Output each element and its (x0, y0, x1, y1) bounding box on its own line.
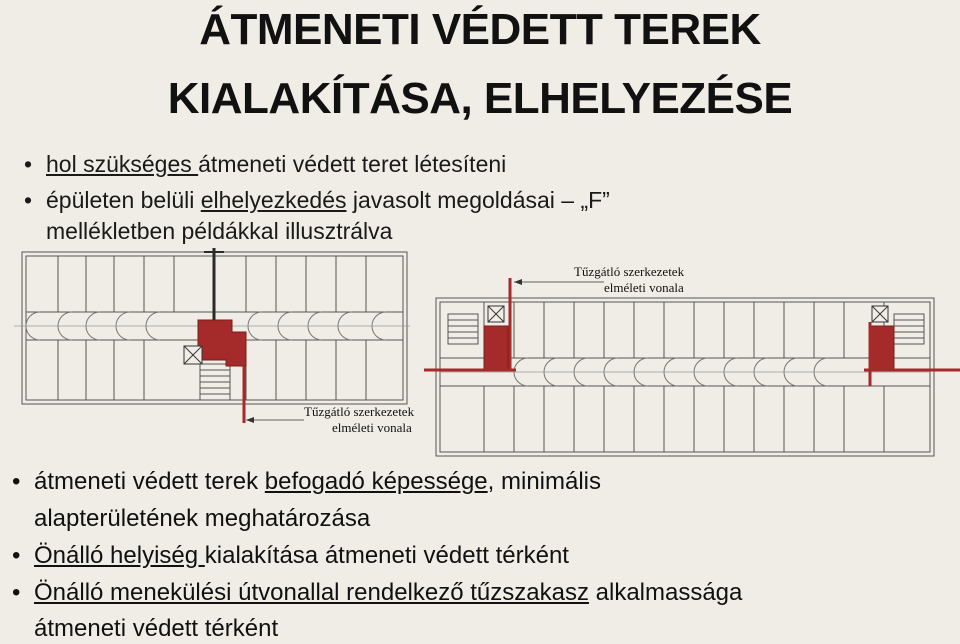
bullet-top-2-continuation: mellékletben példákkal illusztrálva (46, 218, 393, 244)
page-title-line-1: ÁTMENETI VÉDETT TEREK (199, 5, 761, 54)
bullet-dot-icon: • (12, 468, 21, 495)
bullet-dot-icon: • (24, 187, 33, 213)
bullet-bottom-1: • átmeneti védett terek befogadó képessége, minimális (12, 468, 601, 495)
bullet-dot-icon: • (24, 151, 33, 177)
page-title-line-2: KIALAKÍTÁSA, ELHELYEZÉSE (167, 74, 793, 123)
diagram-left-label-line-2: elméleti vonala (332, 420, 412, 435)
diagram-right-label-line-2: elméleti vonala (604, 280, 684, 295)
bullet-bottom-3-continuation: átmeneti védett térként (34, 615, 279, 642)
bullet-bottom-1-continuation: alapterületének meghatározása (34, 505, 371, 532)
floor-plan-right (424, 262, 960, 462)
bullet-top-2: • épületen belüli elhelyezkedés javasolt megoldásai – „F” (24, 187, 610, 213)
bullet-dot-icon: • (12, 542, 21, 569)
diagram-right-label-line-1: Tűzgátló szerkezetek (574, 264, 685, 279)
diagram-left-label-line-1: Tűzgátló szerkezetek (304, 404, 415, 419)
bullet-bottom-3: • Önálló menekülési útvonallal rendelkező tűzszakasz alkalmassága (12, 579, 743, 606)
bullet-bottom-2: • Önálló helyiség kialakítása átmeneti védett térként (12, 542, 569, 569)
bullet-top-1: • hol szükséges átmeneti védett teret létesíteni (24, 151, 507, 177)
bullet-dot-icon: • (12, 579, 21, 606)
floor-plan-left (14, 248, 424, 438)
